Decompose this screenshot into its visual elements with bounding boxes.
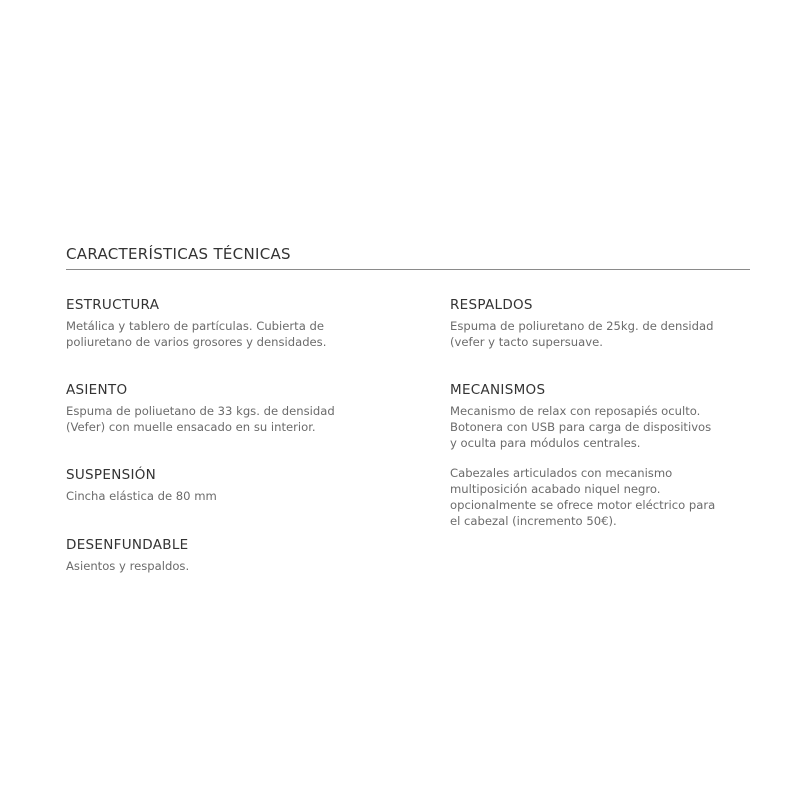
spec-heading: SUSPENSIÓN: [66, 467, 157, 483]
spec-line: Cincha elástica de 80 mm: [66, 489, 217, 503]
spec-text: [66, 558, 189, 574]
spec-line: Espuma de poliuretano de 25kg. de densidad: [450, 319, 714, 333]
spec-line: Asientos y respaldos.: [66, 559, 190, 573]
spec-heading: MECANISMOS: [450, 382, 546, 398]
spec-line: poliuretano de varios grosores y densidades.: [66, 335, 327, 349]
spec-line: Espuma de poliuetano de 33 kgs. de densidad: [66, 404, 335, 418]
title-divider: [66, 269, 750, 270]
spec-line: Mecanismo de relax con reposapiés oculto.: [450, 404, 701, 418]
spec-line: Cabezales articulados con mecanismo: [450, 466, 673, 480]
spec-line: el cabezal (incremento 50€).: [450, 514, 617, 528]
spec-line: (vefer y tacto supersuave.: [450, 335, 603, 349]
spec-estructura: [66, 297, 326, 350]
spec-cabezales: [450, 465, 715, 529]
spec-text: [450, 403, 711, 451]
spec-line: (Vefer) con muelle ensacado en su interior.: [66, 420, 316, 434]
spec-asiento: [66, 382, 335, 435]
spec-line: Botonera con USB para carga de dispositivos: [450, 420, 712, 434]
section-title: CARACTERÍSTICAS TÉCNICAS: [66, 245, 291, 263]
spec-line: multiposición acabado niquel negro.: [450, 482, 661, 496]
spec-heading: ASIENTO: [66, 382, 128, 398]
spec-text: [450, 318, 713, 350]
spec-text: [66, 403, 335, 435]
spec-suspension: [66, 467, 217, 504]
spec-text: [66, 318, 326, 350]
spec-text: [66, 488, 217, 504]
spec-heading: DESENFUNDABLE: [66, 537, 189, 553]
spec-line: y oculta para módulos centrales.: [450, 436, 641, 450]
spec-line: Metálica y tablero de partículas. Cubierta de: [66, 319, 324, 333]
spec-heading: ESTRUCTURA: [66, 297, 160, 313]
spec-respaldos: [450, 297, 713, 350]
spec-heading: RESPALDOS: [450, 297, 533, 313]
spec-desenfundable: [66, 537, 189, 574]
spec-line: opcionalmente se ofrece motor eléctrico para: [450, 498, 716, 512]
spec-text: [450, 465, 715, 529]
spec-mecanismos: [450, 382, 711, 451]
